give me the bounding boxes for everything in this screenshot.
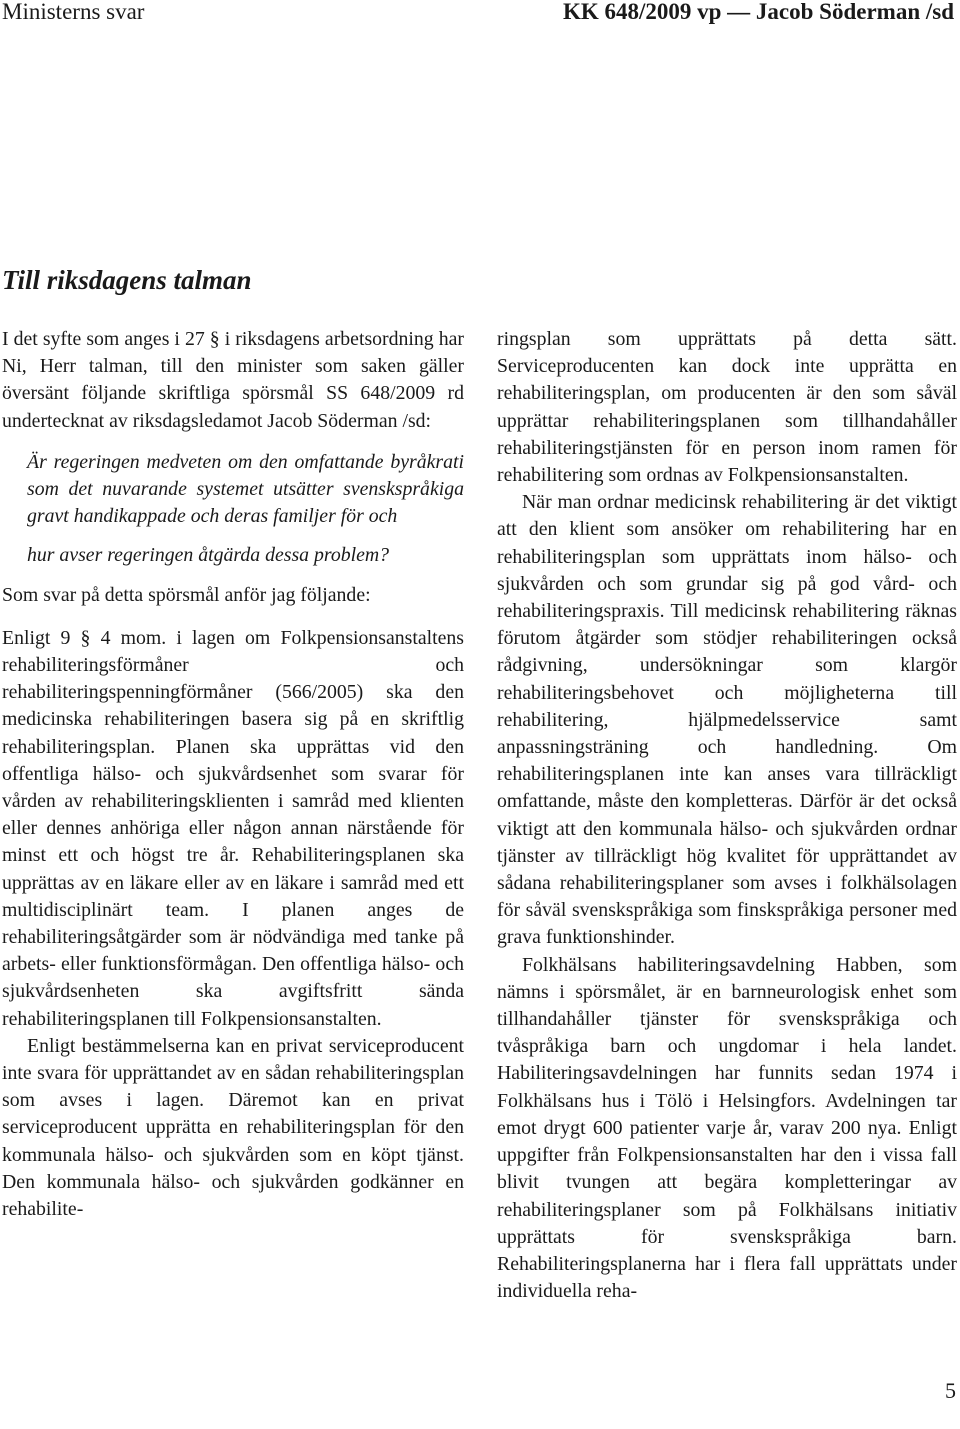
question-one: Är regeringen medveten om den omfattande byråkrati som det nuvarande systemet utsätter svenskspråkiga gravt handikappade och deras familjer för och (27, 450, 464, 528)
body-paragraph: När man ordnar medicinsk rehabilitering är det viktigt att den klient som ansöker om rehabilitering har en rehabiliteringsplan som upprättats inom hälso- och sjukvården och som grundar sig på god vård- och rehabiliteringspraxis. Till medicinsk rehabilitering räknas förutom åtgärder som stödjer rehabiliteringen också rådgivning, undersökningar som klargör rehabiliteringsbehovet och möjligheterna till rehabilitering, hjälpmedelsservice samt anpassningsträning och handledning. Om rehabiliteringsplanen inte kan anses vara tillräckligt omfattande, måste den kompletteras. Därför är det också viktigt att den kommunala hälso- och sjukvården ordnar tjänster av tillräckligt hög kvalitet för upprättandet av sådana rehabiliteringsplaner som avses i folkhälsolagen för såväl svenskspråkiga som finskspråkiga personer med grava funktionshinder. (497, 491, 957, 949)
header-section-label: Ministerns svar (2, 0, 145, 24)
header-document-reference: KK 648/2009 vp — Jacob Söderman /sd (562, 0, 954, 24)
right-column (497, 326, 957, 1305)
body-paragraph: Enligt bestämmelserna kan en privat serviceproducent inte svara för upprättandet av en sådan rehabiliteringsplan som avses i lagen. Däremot kan en privat serviceproducent upprätta en rehabiliteringsplan för den kommunala hälso- och sjukvården som en köpt tjänst. Den kommunala hälso- och sjukvården godkänner en rehabilite- (2, 1034, 464, 1221)
intro-paragraph: I det syfte som anges i 27 § i riksdagens arbetsordning har Ni, Herr talman, till den minister som saken gäller översänt följande skriftliga spörsmål SS 648/2009 rd undertecknat av riksdagsledamot Jacob Söderman /sd: (2, 328, 464, 432)
answer-intro: Som svar på detta spörsmål anför jag följande: (2, 583, 371, 606)
body-paragraph: Enligt 9 § 4 mom. i lagen om Folkpensionsanstaltens rehabiliteringsförmåner och rehabiliteringspenningförmåner (566/2005) ska den medicinska rehabiliteringen basera sig på en skriftlig rehabiliteringsplan. Planen ska upprättas vid den offentliga hälso- och sjukvårdsenhet som svarar för vården av rehabiliteringsklienten i samråd med klienten eller dennes anhöriga eller någon annan närstående för minst ett och högst tre år. Rehabiliteringsplanen ska upprättas av en läkare eller av en läkare i samråd med ett multidisciplinärt team. I planen anges de rehabiliteringsåtgärder som är nödvändiga med tanke på arbets- eller funktionsförmågan. Den offentliga hälso- och sjukvårdsenheten ska avgiftsfritt sända rehabiliteringsplanen till Folkpensionsanstalten. (2, 626, 464, 1030)
body-paragraph: ringsplan som upprättats på detta sätt. Serviceproducenten kan dock inte upprätta en rehabiliteringsplan, om producenten är den som såväl upprättar rehabiliteringsplanen som tillhandahåller rehabiliteringstjänsten för en person inom ramen för rehabilitering som ordnas av Folkpensionsanstalten. (497, 328, 957, 487)
page-number: 5 (945, 1378, 956, 1403)
question-two: hur avser regeringen åtgärda dessa problem? (27, 544, 390, 567)
body-paragraph: Folkhälsans habiliteringsavdelning Habben, som nämns i spörsmålet, är en barnneurologisk enhet som tillhandahåller tjänster för svenskspråkiga och tvåspråkiga barn och ungdomar i hela landet. Habiliteringsavdelningen har funnits sedan 1974 i Folkhälsans hus i Tölö i Helsingfors. Avdelningen tar emot drygt 600 patienter varje år, varav 200 nya. Enligt uppgifter från Folkpensionsanstalten har den i vissa fall blivit tvungen att begära kompletteringar av rehabiliteringsplaner som på Folkhälsans initiativ upprättats för svenskspråkiga barn. Rehabiliteringsplanerna har i flera fall upprättats under individuella reha- (497, 953, 957, 1303)
left-column (2, 326, 464, 1223)
salutation-heading: Till riksdagens talman (2, 265, 252, 295)
